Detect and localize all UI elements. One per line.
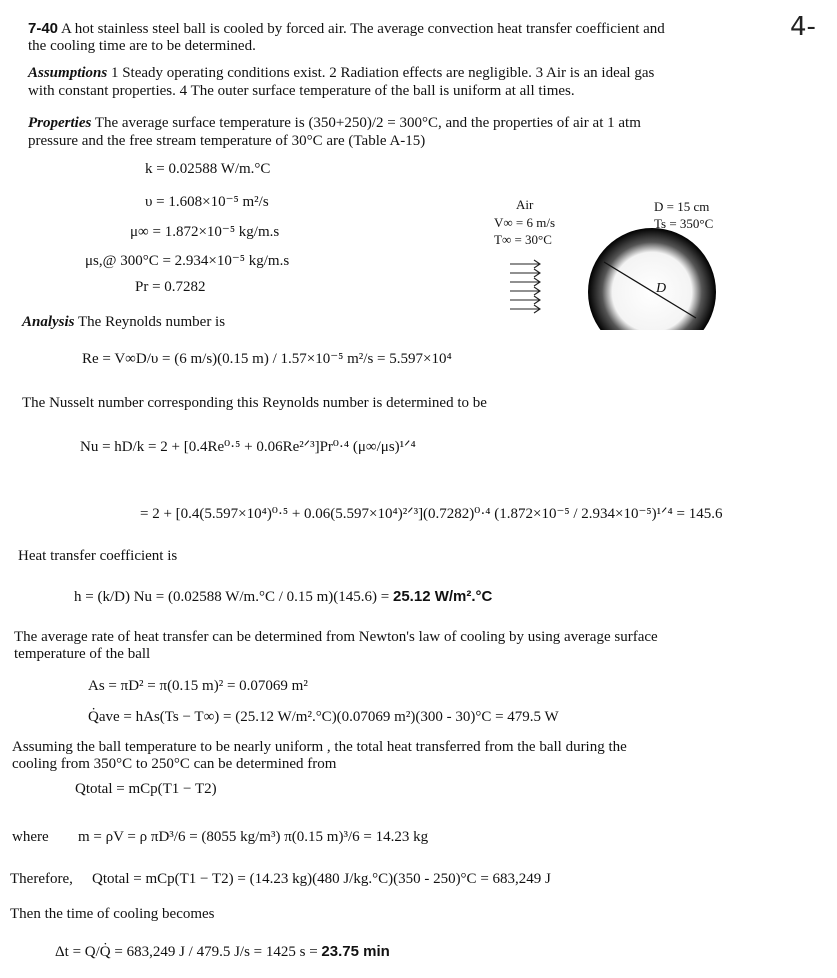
assumptions-text: 1 Steady operating conditions exist. 2 Radiation effects are negligible. 3 Air is an ideal gas [110,65,655,81]
prop-mu-s: μs,@ 300°C = 2.934×10⁻⁵ kg/m.s [85,253,290,269]
prop-nu: υ = 1.608×10⁻⁵ m²/s [145,194,269,210]
htc-equation-text: h = (k/D) Nu = (0.02588 W/m.°C / 0.15 m)(145.6) = [74,589,393,605]
fig-drawing [470,190,760,330]
heat-rate-equation: Q̇ave = hAs(Ts − T∞) = (25.12 W/m².°C)(0.07069 m²)(300 - 30)°C = 479.5 W [88,709,559,725]
fig-air-label: Air [516,197,534,212]
assuming-line1: Assuming the ball temperature to be nearly uniform , the total heat transferred from the ball during the [12,739,627,755]
therefore-label: Therefore, [10,871,73,887]
nusselt-equation-2: = 2 + [0.4(5.597×10⁴)⁰·⁵ + 0.06(5.597×10⁴)²ᐟ³](0.7282)⁰·⁴ (1.872×10⁻⁵ / 2.934×10⁻⁵)¹ᐟ⁴ = 145.6 [140,506,723,522]
reynolds-equation: Re = V∞D/υ = (6 m/s)(0.15 m) / 1.57×10⁻⁵ m²/s = 5.597×10⁴ [82,351,452,367]
steel-ball-icon [588,228,716,330]
htc-equation [74,588,492,606]
rate-intro-line1: The average rate of heat transfer can be determined from Newton's law of cooling by using average surface [14,629,658,645]
area-equation: As = πD² = π(0.15 m)² = 0.07069 m² [88,678,308,694]
where-label: where [12,829,49,845]
analysis-label: Analysis [22,314,75,330]
time-equation [55,943,390,961]
nusselt-equation-1: Nu = hD/k = 2 + [0.4Re⁰·⁵ + 0.06Re²ᐟ³]Pr⁰·⁴ (μ∞/μs)¹ᐟ⁴ [80,439,416,455]
mass-equation: m = ρV = ρ πD³/6 = (8055 kg/m³) π(0.15 m)³/6 = 14.23 kg [78,829,429,845]
time-intro: Then the time of cooling becomes [10,906,215,922]
time-equation-text: Δt = Q/Q̇ = 683,249 J / 479.5 J/s = 1425 s = [55,944,322,960]
prop-k: k = 0.02588 W/m.°C [145,161,271,177]
rate-intro-line2: temperature of the ball [14,646,151,662]
problem-header-line2: the cooling time are to be determined. [28,38,256,54]
htc-intro: Heat transfer coefficient is [18,548,178,564]
fig-velocity: V∞ = 6 m/s [494,215,556,230]
analysis-line [22,313,225,331]
analysis-text: The Reynolds number is [78,314,226,330]
problem-header: 7-40 A hot stainless steel ball is cooled by forced air. The average convection heat transfer coefficient and [28,20,665,37]
problem-header-text: A hot stainless steel ball is cooled by forced air. The average convection heat transfer coefficient and [60,21,665,37]
time-result: 23.75 min [321,943,390,960]
assumptions-line1 [28,64,654,82]
fig-diameter: D = 15 cm [654,199,710,214]
properties-line1 [28,114,641,132]
nusselt-intro: The Nusselt number corresponding this Reynolds number is determined to be [22,395,487,411]
properties-text: The average surface temperature is (350+250)/2 = 300°C, and the properties of air at 1 atm [94,115,641,131]
assuming-line2: cooling from 350°C to 250°C can be determined from [12,756,337,772]
ball-d-label: D [656,281,667,296]
htc-result: 25.12 W/m².°C [393,588,493,605]
assumptions-line2: with constant properties. 4 The outer surface temperature of the ball is uniform at all times. [28,83,575,99]
airflow-arrows-icon [510,260,540,313]
assumptions-label: Assumptions [28,65,108,81]
corner-mark: 4- [790,12,816,42]
properties-line2: pressure and the free stream temperature of 30°C are (Table A-15) [28,133,426,149]
figure-ball-in-air [470,190,760,330]
prop-pr: Pr = 0.7282 [135,279,206,295]
fig-surface-temp: Ts = 350°C [654,216,714,231]
prop-mu-inf: μ∞ = 1.872×10⁻⁵ kg/m.s [130,224,280,240]
properties-label: Properties [28,115,92,131]
therefore-equation: Qtotal = mCp(T1 − T2) = (14.23 kg)(480 J/kg.°C)(350 - 250)°C = 683,249 J [92,871,551,887]
fig-temp: T∞ = 30°C [494,232,552,247]
qtotal-equation: Qtotal = mCp(T1 − T2) [75,781,217,797]
